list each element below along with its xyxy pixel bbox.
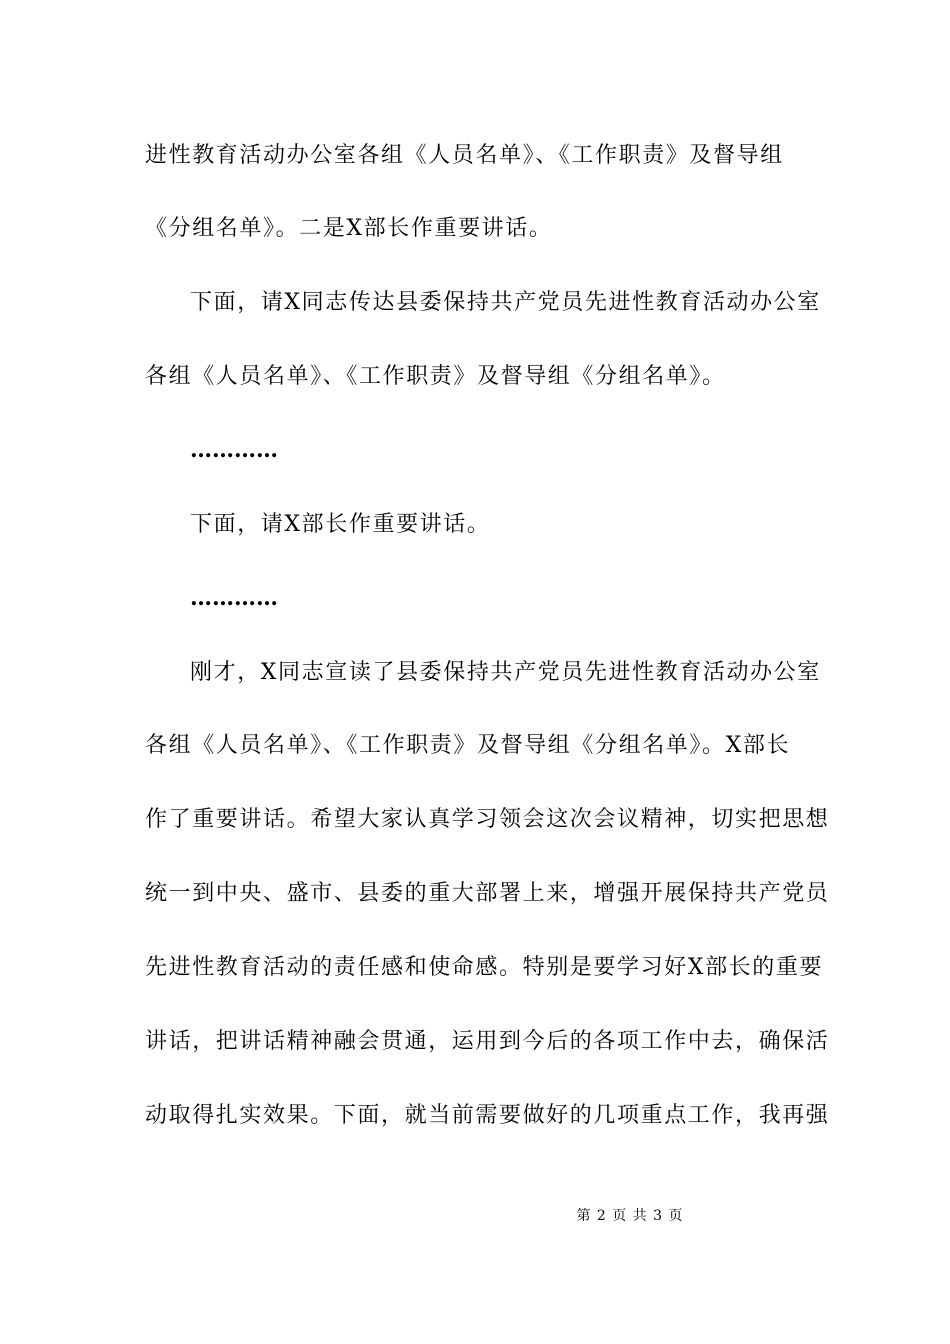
paragraph-line-8: 作了重要讲话。希望大家认真学习领会这次会议精神，切实把思想 bbox=[145, 807, 830, 832]
paragraph-line-5: 下面，请X部长作重要讲话。 bbox=[190, 512, 491, 537]
ellipsis-line-1: ………… bbox=[190, 437, 278, 463]
paragraph-line-9: 统一到中央、盛市、县委的重大部署上来，增强开展保持共产党员 bbox=[145, 881, 830, 906]
paragraph-line-3: 下面，请X同志传达县委保持共产党员先进性教育活动办公室 bbox=[190, 290, 821, 315]
paragraph-line-2: 《分组名单》。二是X部长作重要讲话。 bbox=[145, 216, 553, 241]
page-number-label: 第 2 页 共 3 页 bbox=[576, 1208, 684, 1224]
paragraph-line-7: 各组《人员名单》、《工作职责》及督导组《分组名单》。X部长 bbox=[145, 733, 791, 758]
ellipsis-line-2: ………… bbox=[190, 585, 278, 611]
paragraph-line-1: 进性教育活动办公室各组《人员名单》、《工作职责》及督导组 bbox=[145, 143, 784, 168]
paragraph-line-6: 刚才，X同志宣读了县委保持共产党员先进性教育活动办公室 bbox=[190, 660, 821, 685]
paragraph-line-11: 讲话，把讲话精神融会贯通，运用到今后的各项工作中去，确保活 bbox=[145, 1029, 830, 1054]
paragraph-line-10: 先进性教育活动的责任感和使命感。特别是要学习好X部长的重要 bbox=[145, 955, 824, 980]
paragraph-line-12: 动取得扎实效果。下面，就当前需要做好的几项重点工作，我再强 bbox=[145, 1103, 830, 1128]
page-footer bbox=[0, 1206, 950, 1226]
paragraph-line-4: 各组《人员名单》、《工作职责》及督导组《分组名单》。 bbox=[145, 364, 726, 389]
